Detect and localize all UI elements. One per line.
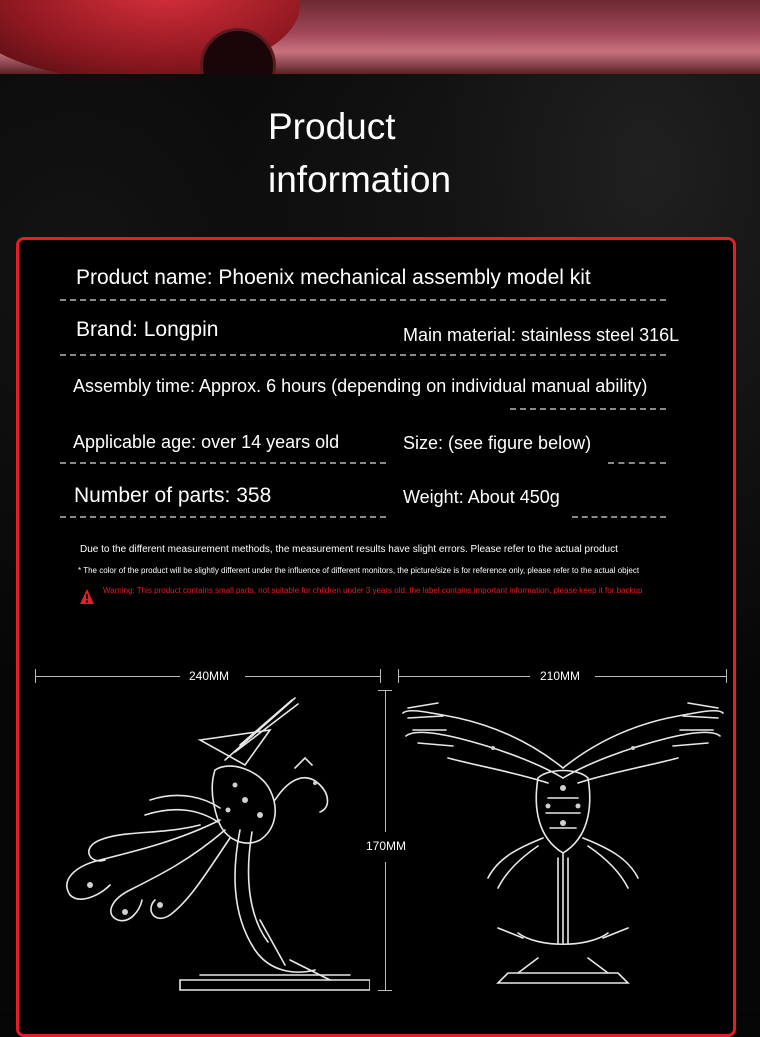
warning-text: Warning: This product contains small parts, not suitable for children under 3 years old, the label contains important information, please keep it for backup [103,586,643,595]
page-title [268,100,554,206]
spec-weight: Weight: About 450g [403,487,560,507]
spec-main-material: Main material: stainless steel 316L [403,325,680,345]
divider [60,516,386,518]
hero-banner [0,0,760,74]
title-line-2: information [268,159,452,200]
phoenix-side-view-image [30,690,370,1000]
dim-line-170 [385,690,386,832]
divider [510,408,666,410]
divider [608,462,666,464]
divider [60,299,666,301]
dim-tick [378,990,392,991]
dim-line-240 [245,676,380,677]
divider [572,516,666,518]
dim-line-210 [398,676,530,677]
spec-size: Size: (see figure below) [403,433,592,453]
dim-line-240 [35,676,180,677]
spec-product-name: Product name: Phoenix mechanical assembly model kit [76,266,591,289]
spec-applicable-age: Applicable age: over 14 years old [73,432,340,452]
dim-210mm: 210MM [540,669,581,683]
spec-assembly-time: Assembly time: Approx. 6 hours (depending on individual manual ability) [73,376,648,396]
divider [60,354,666,356]
title-line-1: Product [268,106,396,147]
spec-brand: Brand: Longpin [76,318,219,341]
dim-line-210 [595,676,726,677]
dim-240mm: 240MM [189,669,230,683]
dim-170mm: 170MM [366,839,407,853]
dim-line-170 [385,862,386,990]
spec-number-of-parts: Number of parts: 358 [74,484,272,507]
dim-tick [726,669,727,683]
dim-tick [380,669,381,683]
phoenix-front-view-image [398,688,728,993]
divider [60,462,386,464]
color-note: * The color of the product will be slightly different under the influence of different monitors, the picture/size is for reference only, please refer to the actual object [78,566,640,575]
measurement-note: Due to the different measurement methods, the measurement results have slight errors. Please refer to the actual product [80,544,618,555]
warning-triangle-icon [79,588,95,606]
